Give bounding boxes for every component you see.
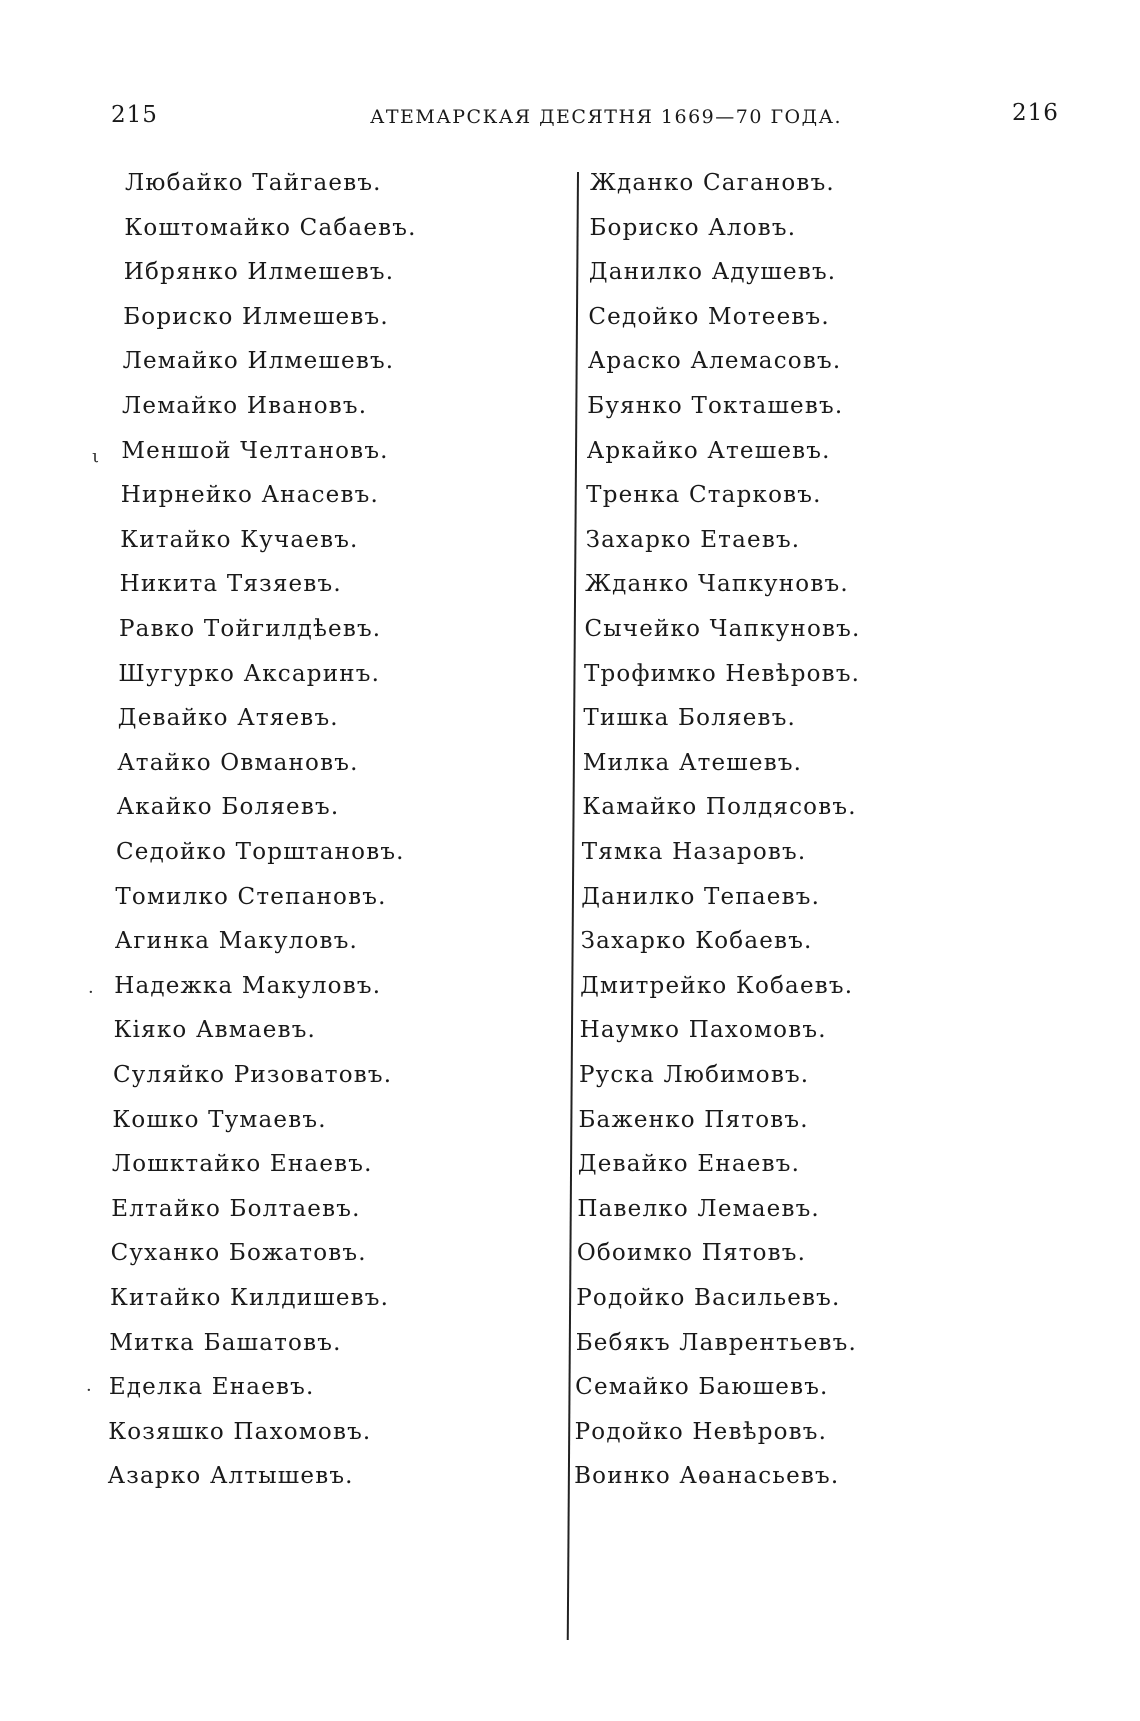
name-entry: Родойко Невѣровъ. xyxy=(574,1418,828,1445)
name-entry: Еделка Енаевъ. xyxy=(108,1374,315,1401)
name-entry: Бебякъ Лаврентьевъ. xyxy=(575,1329,857,1356)
page-number-right: 216 xyxy=(1012,100,1059,126)
name-entry: Атайко Овмановъ. xyxy=(117,749,359,776)
name-entry: Кошко Тумаевъ. xyxy=(112,1106,327,1133)
name-entry: Буянко Токташевъ. xyxy=(587,393,844,419)
name-entry: Жданко Сагановъ. xyxy=(590,170,835,196)
name-entry: Седойко Мотеевъ. xyxy=(588,303,830,330)
name-entry: Араско Алемасовъ. xyxy=(587,348,842,375)
name-entry: Тишка Боляевъ. xyxy=(583,705,797,732)
name-entry: Бориско Аловъ. xyxy=(589,214,797,241)
name-entry: Равко Тойгилдѣевъ. xyxy=(119,616,382,642)
name-entry: Данилко Тепаевъ. xyxy=(581,883,821,910)
name-entry: Дмитрейко Кобаевъ. xyxy=(580,972,854,999)
name-entry: Суханко Божатовъ. xyxy=(110,1240,367,1267)
name-entry: Томилко Степановъ. xyxy=(115,883,387,910)
name-entry: Обоимко Пятовъ. xyxy=(576,1240,807,1267)
name-entry: Жданко Чапкуновъ. xyxy=(585,571,849,598)
name-entry: Захарко Кобаевъ. xyxy=(580,928,813,955)
name-entry: Данилко Адушевъ. xyxy=(588,259,837,286)
name-entry: Руска Любимовъ. xyxy=(579,1062,810,1088)
name-entry: Девайко Енаевъ. xyxy=(577,1151,801,1178)
name-entry: Азарко Алтышевъ. xyxy=(107,1463,354,1490)
name-entry: Лемайко Ивановъ. xyxy=(122,393,368,419)
name-entry: Шугурко Аксаринъ. xyxy=(118,660,381,687)
name-entry: Надежка Макуловъ. xyxy=(114,972,382,999)
name-entry: Девайко Атяевъ. xyxy=(117,705,339,732)
name-entry: Семайко Баюшевъ. xyxy=(575,1374,829,1401)
name-entry: Кіяко Авмаевъ. xyxy=(113,1017,317,1044)
name-entry: Милка Атешевъ. xyxy=(582,749,803,776)
name-entry: Тямка Назаровъ. xyxy=(581,839,807,865)
name-entry: Суляйко Ризоватовъ. xyxy=(113,1062,393,1088)
name-entry: Лемайко Илмешевъ. xyxy=(122,348,395,375)
name-entry: Камайко Полдясовъ. xyxy=(582,794,857,821)
name-entry: Баженко Пятовъ. xyxy=(578,1106,809,1133)
margin-mark: · xyxy=(88,982,94,1003)
name-entry: Коштомайко Сабаевъ. xyxy=(124,214,417,241)
name-entry: Китайко Килдишевъ. xyxy=(110,1285,390,1311)
name-entry: Наумко Пахомовъ. xyxy=(579,1017,827,1044)
name-entry: Козяшко Пахомовъ. xyxy=(108,1418,372,1445)
name-entry: Ибрянко Илмешевъ. xyxy=(123,259,395,286)
name-entry: Любайко Тайгаевъ. xyxy=(125,170,382,196)
name-entry: Митка Башатовъ. xyxy=(109,1329,342,1356)
name-entry: Елтайко Болтаевъ. xyxy=(111,1195,361,1222)
name-entry: Никита Тязяевъ. xyxy=(119,571,342,598)
name-entry: Меншой Челтановъ. xyxy=(121,437,389,464)
margin-mark: · xyxy=(86,1380,92,1401)
name-entry: Акайко Боляевъ. xyxy=(116,794,340,821)
name-entry: Захарко Етаевъ. xyxy=(585,526,801,553)
name-entry: Агинка Макуловъ. xyxy=(114,928,359,955)
page-header xyxy=(0,102,1140,138)
name-entry: Седойко Торштановъ. xyxy=(116,839,405,865)
name-entry: Павелко Лемаевъ. xyxy=(577,1195,820,1222)
running-title: АТЕМАРСКАЯ ДЕСЯТНЯ 1669—70 ГОДА. xyxy=(370,106,843,128)
page-number-left: 215 xyxy=(111,102,158,128)
name-entry: Родойко Васильевъ. xyxy=(576,1285,841,1311)
name-entry: Сычейко Чапкуновъ. xyxy=(584,616,861,642)
name-entry: Тренка Старковъ. xyxy=(586,482,822,509)
name-entry: Лошктайко Енаевъ. xyxy=(111,1151,373,1178)
name-entry: Бориско Илмешевъ. xyxy=(123,303,389,330)
name-entry: Китайко Кучаевъ. xyxy=(120,526,359,553)
margin-mark: ι xyxy=(92,446,100,467)
name-entry: Трофимко Невѣровъ. xyxy=(583,660,861,687)
name-entry: Воинко Аѳанасьевъ. xyxy=(574,1463,840,1490)
name-entry: Аркайко Атешевъ. xyxy=(586,437,831,464)
name-entry: Нирнейко Анасевъ. xyxy=(120,482,379,509)
